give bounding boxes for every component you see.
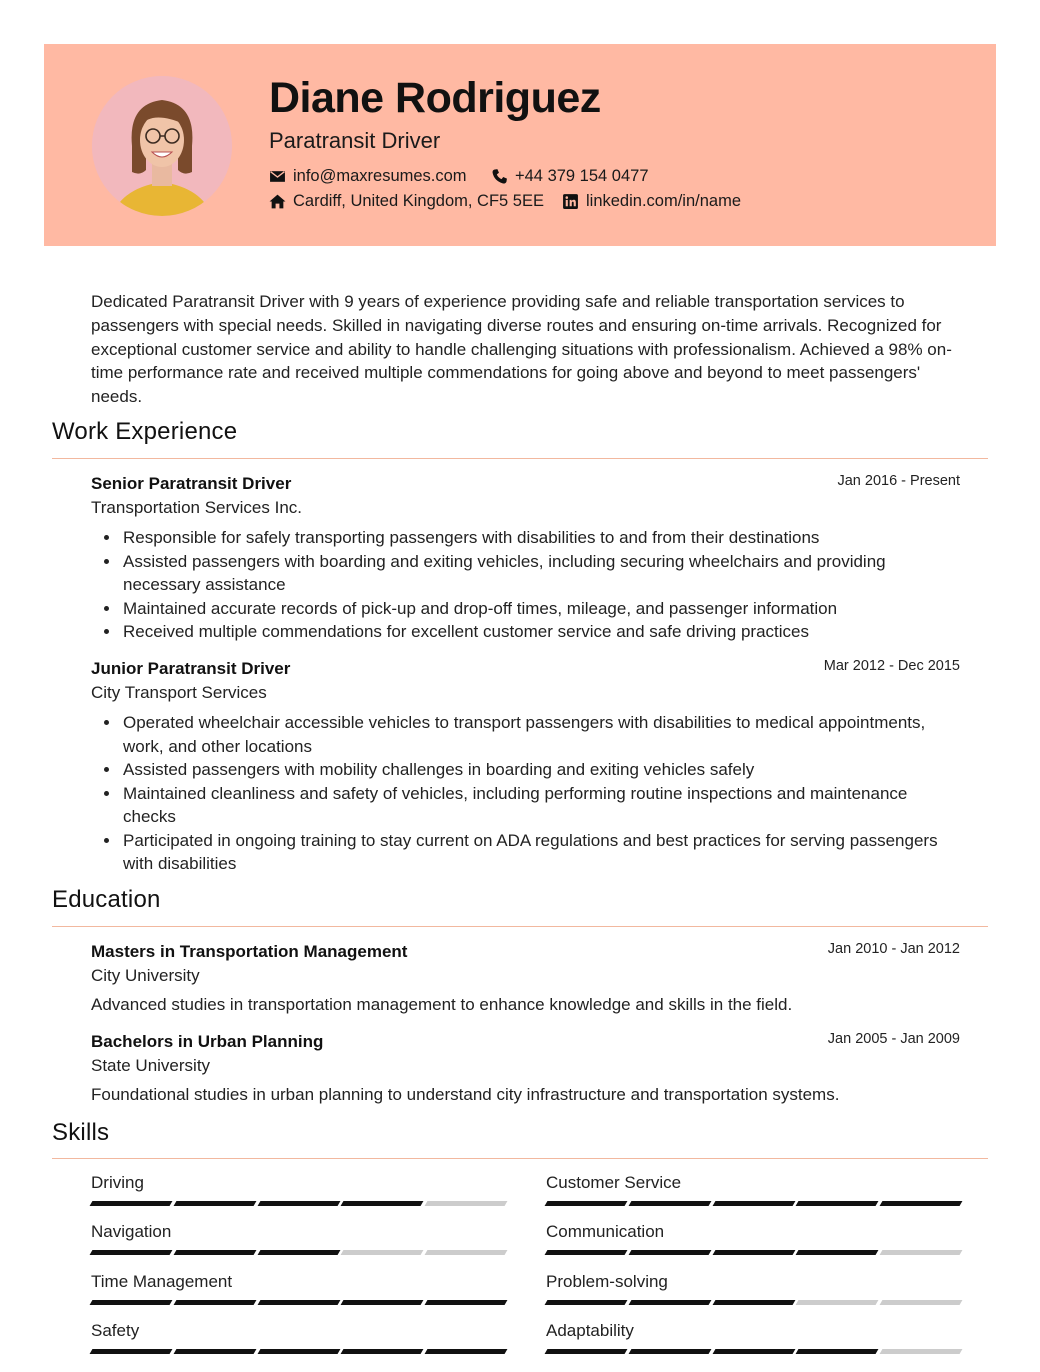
- job-dates: Mar 2012 - Dec 2015: [823, 658, 960, 674]
- skill-level-bar: [91, 1300, 506, 1305]
- skill-segment-filled: [712, 1250, 795, 1255]
- skill-name: Navigation: [91, 1222, 172, 1241]
- profile-photo-illustration: [92, 76, 232, 216]
- contact-linkedin[interactable]: [562, 192, 741, 211]
- skill-segment-filled: [796, 1349, 879, 1354]
- candidate-title: Paratransit Driver: [269, 128, 441, 153]
- skill-segment-filled: [90, 1201, 173, 1206]
- skill-segment-filled: [173, 1349, 256, 1354]
- skill-segment-filled: [628, 1250, 711, 1255]
- skill-segment-filled: [628, 1201, 711, 1206]
- skill-name: Customer Service: [546, 1173, 682, 1192]
- degree-description: Advanced studies in transportation management to enhance knowledge and skills in the field.: [91, 995, 793, 1014]
- resume-header: [44, 44, 996, 246]
- skill-segment-filled: [341, 1349, 424, 1354]
- skill-segment-filled: [425, 1300, 508, 1305]
- skill-segment-filled: [90, 1300, 173, 1305]
- degree-school: City University: [91, 966, 200, 985]
- skill-segment-filled: [173, 1250, 256, 1255]
- skill-level-bar: [91, 1349, 506, 1354]
- phone-icon: [491, 168, 508, 185]
- skill-level-bar: [546, 1300, 961, 1305]
- list-item: Operated wheelchair accessible vehicles to transport passengers with disabilities to medical appointments, work, and other locations: [123, 711, 963, 758]
- job-responsibilities: [123, 711, 963, 876]
- home-icon: [269, 193, 286, 210]
- section-title-education: Education: [52, 886, 161, 913]
- skill-segment-filled: [90, 1250, 173, 1255]
- list-item: Maintained accurate records of pick-up and drop-off times, mileage, and passenger information: [123, 597, 963, 621]
- skill-name: Time Management: [91, 1272, 233, 1291]
- skill-driving: [91, 1173, 506, 1206]
- skill-name: Safety: [91, 1321, 140, 1340]
- skill-segment-empty: [796, 1300, 879, 1305]
- skill-level-bar: [546, 1349, 961, 1354]
- skill-segment-empty: [425, 1201, 508, 1206]
- job-company: Transportation Services Inc.: [91, 498, 303, 517]
- list-item: Participated in ongoing training to stay current on ADA regulations and best practices for serving passengers with disabilities: [123, 829, 963, 876]
- job-title: Senior Paratransit Driver: [91, 474, 292, 493]
- skill-segment-filled: [257, 1201, 340, 1206]
- skill-segment-filled: [712, 1349, 795, 1354]
- skill-segment-filled: [796, 1201, 879, 1206]
- skill-name: Problem-solving: [546, 1272, 668, 1291]
- envelope-icon: [269, 168, 286, 185]
- skill-segment-empty: [880, 1300, 963, 1305]
- skill-safety: [91, 1321, 506, 1354]
- skill-level-bar: [91, 1201, 506, 1206]
- skill-segment-filled: [257, 1250, 340, 1255]
- skill-segment-filled: [341, 1201, 424, 1206]
- job-title: Junior Paratransit Driver: [91, 659, 291, 678]
- skill-segment-filled: [880, 1201, 963, 1206]
- list-item: Maintained cleanliness and safety of vehicles, including performing routine inspections and maintenance checks: [123, 782, 963, 829]
- skill-segment-filled: [90, 1349, 173, 1354]
- skill-segment-filled: [628, 1349, 711, 1354]
- section-title-skills: Skills: [52, 1119, 110, 1146]
- list-item: Assisted passengers with boarding and exiting vehicles, including securing wheelchairs and providing necessary assistance: [123, 550, 963, 597]
- job-responsibilities: [123, 526, 963, 644]
- skill-segment-filled: [341, 1300, 424, 1305]
- skill-communication: [546, 1222, 961, 1255]
- degree-school: State University: [91, 1056, 211, 1075]
- skill-segment-empty: [880, 1250, 963, 1255]
- contact-phone[interactable]: [491, 167, 649, 186]
- skill-segment-filled: [712, 1300, 795, 1305]
- skill-level-bar: [546, 1250, 961, 1255]
- skill-segment-filled: [173, 1300, 256, 1305]
- section-title-work: Work Experience: [52, 418, 238, 445]
- skill-navigation: [91, 1222, 506, 1255]
- linkedin-icon: [562, 193, 579, 210]
- skill-name: Driving: [91, 1173, 144, 1192]
- phone-text: +44 379 154 0477: [515, 167, 649, 185]
- skill-segment-filled: [796, 1250, 879, 1255]
- skill-segment-filled: [257, 1300, 340, 1305]
- skill-name: Adaptability: [546, 1321, 634, 1340]
- job-dates: Jan 2016 - Present: [837, 473, 960, 489]
- degree-dates: Jan 2005 - Jan 2009: [827, 1031, 960, 1047]
- skill-time-management: [91, 1272, 506, 1305]
- degree-title: Bachelors in Urban Planning: [91, 1032, 324, 1051]
- skill-segment-empty: [880, 1349, 963, 1354]
- degree-dates: Jan 2010 - Jan 2012: [827, 941, 960, 957]
- section-divider: [52, 1158, 988, 1159]
- address-text: Cardiff, United Kingdom, CF5 5EE: [293, 192, 544, 210]
- linkedin-text: linkedin.com/in/name: [586, 192, 741, 210]
- skill-problem-solving: [546, 1272, 961, 1305]
- contact-address: [269, 192, 544, 211]
- candidate-name: Diane Rodriguez: [269, 74, 601, 122]
- degree-description: Foundational studies in urban planning to understand city infrastructure and transportation systems.: [91, 1085, 840, 1104]
- skill-level-bar: [546, 1201, 961, 1206]
- contact-email[interactable]: [269, 167, 467, 186]
- section-divider: [52, 458, 988, 459]
- skill-segment-empty: [425, 1250, 508, 1255]
- list-item: Responsible for safely transporting passengers with disabilities to and from their destinations: [123, 526, 963, 550]
- skill-segment-filled: [628, 1300, 711, 1305]
- skill-level-bar: [91, 1250, 506, 1255]
- list-item: Assisted passengers with mobility challenges in boarding and exiting vehicles safely: [123, 758, 963, 782]
- job-company: City Transport Services: [91, 683, 267, 702]
- list-item: Received multiple commendations for excellent customer service and safe driving practices: [123, 620, 963, 644]
- section-divider: [52, 926, 988, 927]
- skill-customer-service: [546, 1173, 961, 1206]
- skill-adaptability: [546, 1321, 961, 1354]
- skill-segment-empty: [341, 1250, 424, 1255]
- skill-segment-filled: [545, 1349, 628, 1354]
- skill-segment-filled: [173, 1201, 256, 1206]
- skill-segment-filled: [545, 1300, 628, 1305]
- skill-segment-filled: [425, 1349, 508, 1354]
- skill-segment-filled: [545, 1201, 628, 1206]
- professional-summary: Dedicated Paratransit Driver with 9 years of experience providing safe and reliable transportation services to passengers with special needs. Skilled in navigating diverse routes and ensuring on-time arrivals. Recognized for exceptional customer service and ability to handle challenging situations with professionalism. Achieved a 98% on-time performance rate and received multiple commendations for going above and beyond to meet passengers' needs.: [91, 292, 952, 407]
- email-text: info@maxresumes.com: [293, 167, 467, 185]
- skill-segment-filled: [712, 1201, 795, 1206]
- skill-segment-filled: [257, 1349, 340, 1354]
- skill-name: Communication: [546, 1222, 665, 1241]
- degree-title: Masters in Transportation Management: [91, 942, 408, 961]
- profile-photo: [92, 76, 232, 216]
- skill-segment-filled: [545, 1250, 628, 1255]
